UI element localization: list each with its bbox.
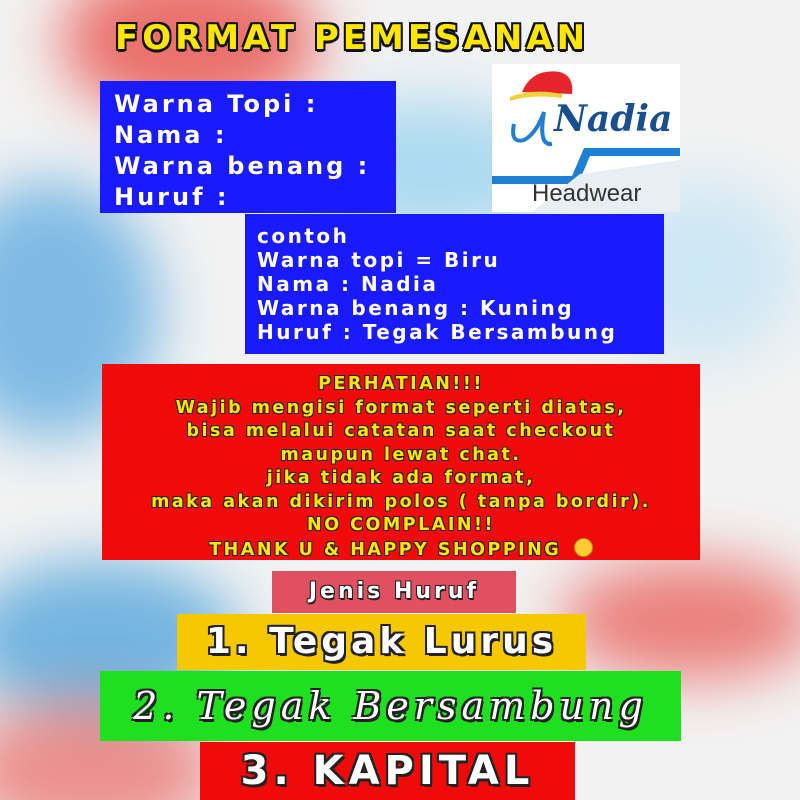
notice-line: Wajib mengisi format seperti diatas, bbox=[175, 397, 627, 418]
notice-box bbox=[102, 364, 700, 560]
notice-closing-line bbox=[102, 538, 700, 563]
format-field: Huruf : bbox=[114, 183, 230, 211]
page-title: FORMAT PEMESANAN bbox=[115, 18, 590, 58]
example-line: Huruf : Tegak Bersambung bbox=[257, 320, 618, 344]
format-fields-box bbox=[100, 81, 396, 213]
notice-line: PERHATIAN!!! bbox=[318, 374, 484, 394]
brand-name: Nadia bbox=[554, 98, 673, 140]
notice-line: maupun lewat chat. bbox=[280, 444, 522, 465]
example-line: Warna benang : Kuning bbox=[257, 296, 575, 320]
notice-line: NO COMPLAIN!! bbox=[307, 515, 495, 535]
format-field: Warna Topi : bbox=[114, 90, 319, 118]
example-line: Nama : Nadia bbox=[257, 272, 439, 296]
font-option-cursive: 2. Tegak Bersambung bbox=[100, 671, 681, 741]
brand-logo bbox=[492, 64, 680, 212]
example-heading: contoh bbox=[257, 224, 350, 248]
font-option-capital: 3. KAPITAL bbox=[200, 742, 575, 800]
notice-line: bisa melalui catatan saat checkout bbox=[186, 421, 616, 441]
smile-emoji-icon bbox=[574, 538, 593, 557]
format-field: Nama : bbox=[114, 121, 228, 149]
font-types-heading: Jenis Huruf bbox=[272, 571, 516, 613]
font-option-upright: 1. Tegak Lurus bbox=[177, 614, 586, 670]
brand-tagline: Headwear bbox=[532, 180, 642, 207]
notice-line: jika tidak ada format, bbox=[266, 468, 536, 488]
format-field: Warna benang : bbox=[114, 152, 371, 180]
notice-line: maka akan dikirim polos ( tanpa bordir). bbox=[151, 491, 651, 512]
example-line: Warna topi = Biru bbox=[257, 248, 501, 272]
example-box bbox=[245, 214, 664, 354]
notice-closing: THANK U & HAPPY SHOPPING bbox=[209, 539, 562, 560]
